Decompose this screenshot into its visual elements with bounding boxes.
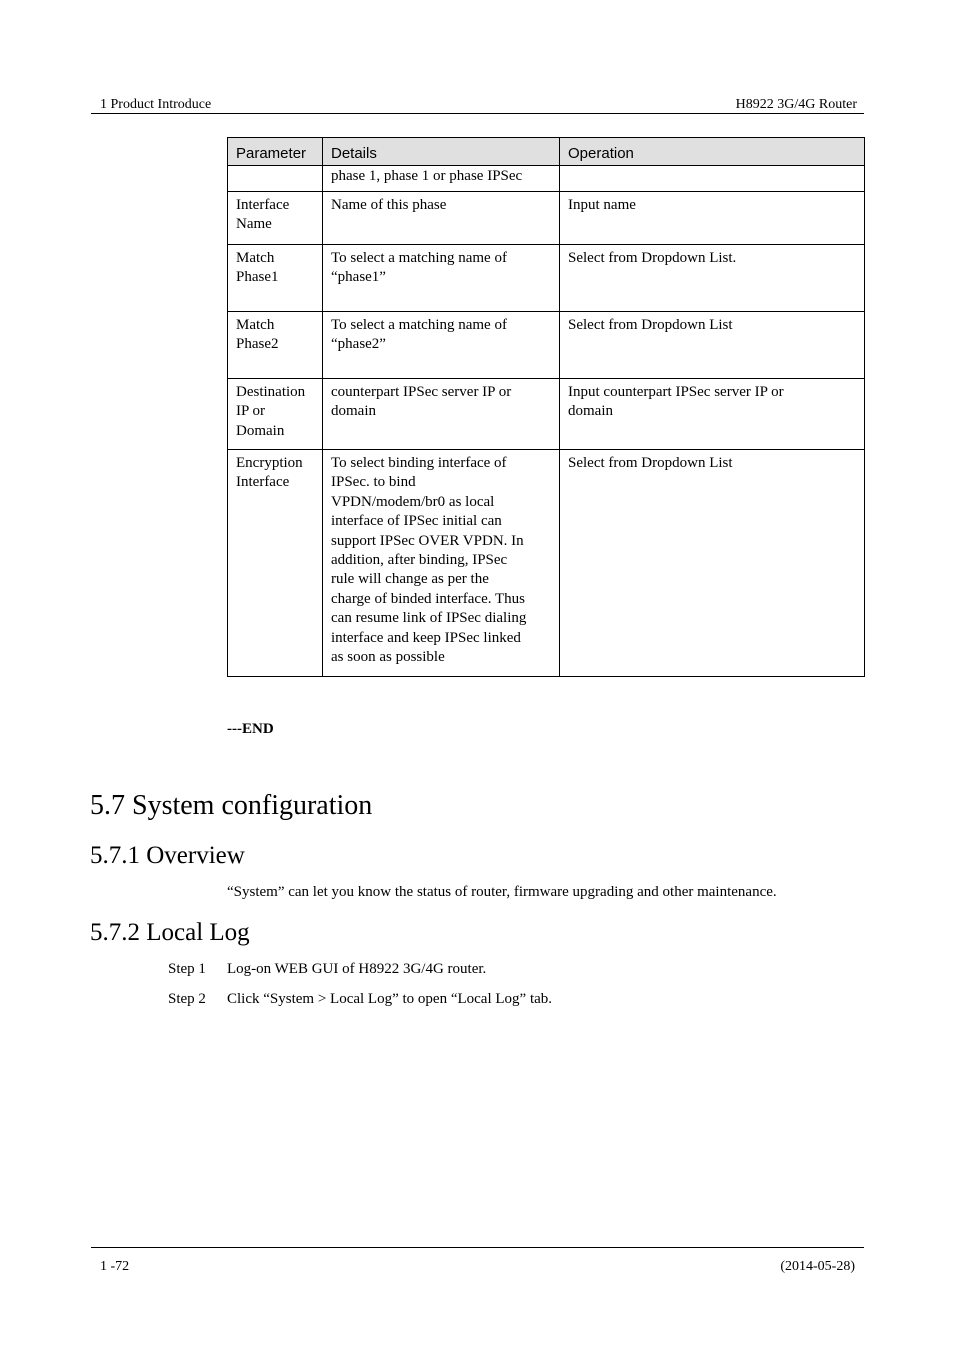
column-header-operation: Operation — [560, 138, 865, 166]
header-product: H8922 3G/4G Router — [735, 97, 857, 112]
table-cell-operation: Select from Dropdown List — [560, 450, 865, 677]
parameter-table — [227, 137, 865, 677]
table-cell-operation: Input name — [560, 192, 865, 245]
footer-date: (2014-05-28) — [780, 1259, 855, 1274]
step-label: Step 2 — [168, 991, 206, 1007]
column-header-parameter: Parameter — [228, 138, 323, 166]
table-cell-details: counterpart IPSec server IP or domain — [323, 379, 560, 450]
section-title-local-log: 5.7.2 Local Log — [90, 919, 250, 946]
table-cell-operation — [560, 166, 865, 192]
table-cell-parameter: Match Phase1 — [228, 245, 323, 312]
table-cell-parameter — [228, 166, 323, 192]
step-label: Step 1 — [168, 961, 206, 977]
table-cell-operation: Select from Dropdown List — [560, 312, 865, 379]
section-title-system-configuration: 5.7 System configuration — [90, 790, 373, 821]
table-cell-parameter: Interface Name — [228, 192, 323, 245]
overview-paragraph: “System” can let you know the status of router, firmware upgrading and other maintenance. — [227, 884, 777, 900]
table-cell-operation: Input counterpart IPSec server IP or domain — [560, 379, 865, 450]
end-marker: ---END — [227, 721, 274, 737]
table-row — [228, 166, 865, 192]
footer-rule — [91, 1247, 864, 1248]
table-cell-parameter: Destination IP or Domain — [228, 379, 323, 450]
table-header-row — [228, 138, 865, 166]
table-cell-details: To select a matching name of “phase2” — [323, 312, 560, 379]
table-row — [228, 192, 865, 245]
table-cell-operation: Select from Dropdown List. — [560, 245, 865, 312]
table-cell-details: To select binding interface of IPSec. to bind VPDN/modem/br0 as local interface of IPSec initial can support IPSec OVER VPDN. In addition, after binding, IPSec rule will change as per the charge of binded interface. Thus can resume link of IPSec dialing interface and keep IPSec linked as soon as possible — [323, 450, 560, 677]
table-row — [228, 379, 865, 450]
table-cell-parameter: Encryption Interface — [228, 450, 323, 677]
table-row — [228, 450, 865, 677]
table-cell-details: phase 1, phase 1 or phase IPSec — [323, 166, 560, 192]
step-text: Click “System > Local Log” to open “Local Log” tab. — [227, 991, 553, 1007]
header-chapter: 1 Product Introduce — [100, 97, 212, 112]
table-cell-details: Name of this phase — [323, 192, 560, 245]
table-cell-details: To select a matching name of “phase1” — [323, 245, 560, 312]
column-header-details: Details — [323, 138, 560, 166]
table-row — [228, 312, 865, 379]
table-cell-parameter: Match Phase2 — [228, 312, 323, 379]
step-text: Log-on WEB GUI of H8922 3G/4G router. — [227, 961, 487, 977]
header-rule — [91, 113, 864, 114]
section-title-overview: 5.7.1 Overview — [90, 842, 245, 869]
footer-page-number: 1 -72 — [100, 1259, 130, 1274]
table-row — [228, 245, 865, 312]
